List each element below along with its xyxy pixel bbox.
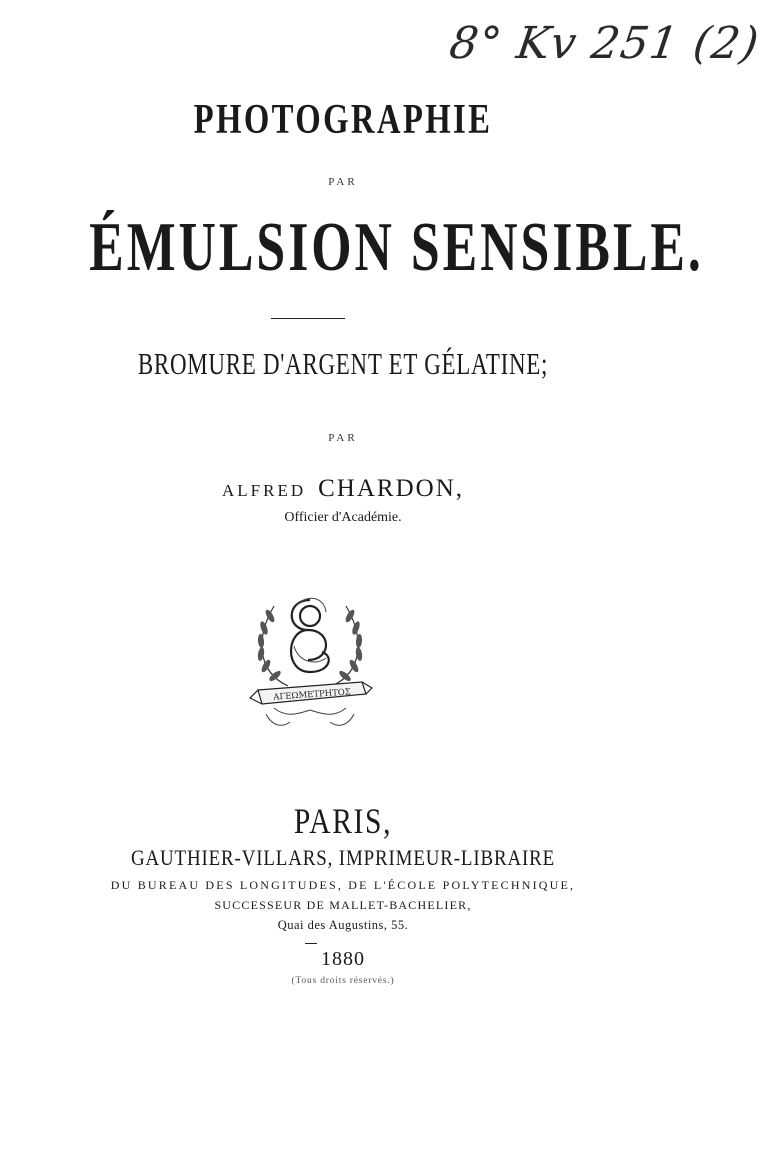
title-line-2: ÉMULSION SENSIBLE. [89,209,704,286]
library-shelfmark: 8° Kv 251 (2) [446,18,763,69]
imprint-publisher: GAUTHIER-VILLARS, IMPRIMEUR-LIBRAIRE [130,845,556,870]
year-dash [305,943,317,944]
publisher-monogram-wreath-icon [246,586,374,736]
emblem-motto: ΑΓΕΩΜΕΤΡΗΤΟΣ [272,687,352,703]
imprint-address: Quai des Augustins, 55. [277,918,409,932]
imprint-successor: SUCCESSEUR DE MALLET-BACHELIER, [214,898,472,912]
title-line-1: PHOTOGRAPHIE [193,97,493,143]
subtitle: BROMURE D'ARGENT ET GÉLATINE; [137,346,549,381]
imprint-city: PARIS, [293,801,393,841]
author-title: Officier d'Académie. [284,510,402,525]
title-divider [271,318,345,319]
imprint-year: 1880 [321,948,365,970]
title-connector: PAR [328,176,358,188]
imprint-bureau: DU BUREAU DES LONGITUDES, DE L'ÉCOLE POLYTECHNIQUE, [110,878,576,892]
author-first-name: ALFRED [222,481,307,500]
author-name [0,475,686,503]
author-by: PAR [328,432,358,444]
rights-notice: (Tous droits réservés.) [291,976,395,986]
author-last-name: CHARDON, [318,475,464,502]
